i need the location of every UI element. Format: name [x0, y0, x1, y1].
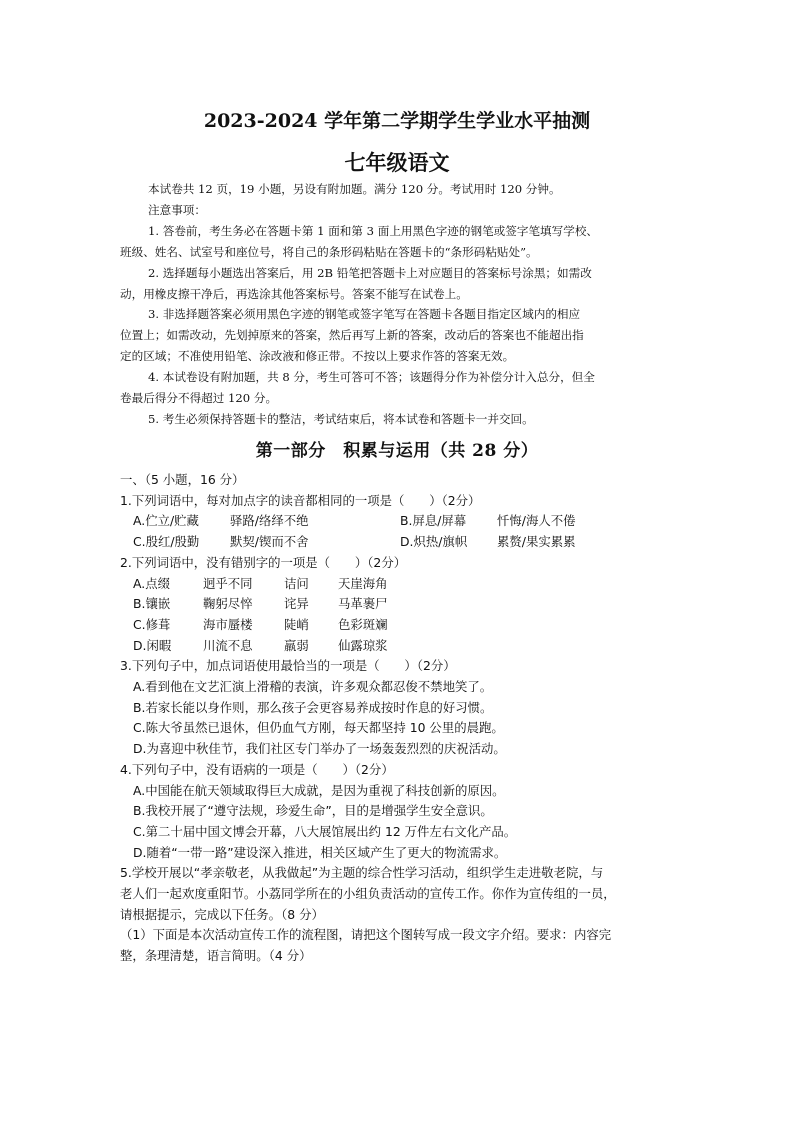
question-3-option-d: D.为喜迎中秋佳节，我们社区专门举办了一场轰轰烈烈的庆祝活动。: [133, 741, 506, 757]
option-d: D.炽热/旗帜: [400, 534, 468, 550]
question-5-stem-line: 请根据提示，完成以下任务。（8 分）: [120, 906, 324, 922]
question-3-stem: 3.下列句子中，加点词语使用最恰当的一项是（ ）（2分）: [120, 658, 456, 674]
note-line: 班级、姓名、试室号和座位号，将自己的条形码粘贴在答题卡的“条形码粘贴处”。: [120, 244, 538, 259]
option-word: 陡峭: [284, 616, 309, 632]
note-line: 定的区域；不准使用铅笔、涂改液和修正带。不按以上要求作答的答案无效。: [120, 349, 515, 364]
note-line: 卷最后得分不得超过 120 分。: [120, 391, 278, 406]
question-2-option-c: [120, 615, 680, 636]
question-3-option-c: C.陈大爷虽然已退休，但仍血气方刚，每天都坚持 10 公里的晨跑。: [133, 720, 504, 736]
option-word: 诧异: [284, 596, 309, 612]
question-4-stem: 4.下列句子中，没有语病的一项是（ ）（2分）: [120, 761, 394, 777]
question-2-stem: 2.下列词语中，没有错别字的一项是（ ）（2分）: [120, 554, 407, 570]
option-d-word: 累赘/果实累累: [497, 534, 576, 550]
option-word: 海市蜃楼: [203, 616, 253, 632]
question-2-option-b: [120, 594, 680, 615]
option-word: 川流不息: [203, 637, 253, 653]
option-label: B.镶嵌: [133, 596, 171, 612]
option-label: A.点缀: [133, 575, 170, 591]
question-5-task-line: （1）下面是本次活动宣传工作的流程图，请把这个图转写成一段文字介绍。要求：内容完: [120, 927, 612, 943]
note-line: 4. 本试卷设有附加题，共 8 分，考生可答可不答；该题得分作为补偿分计入总分，但全: [148, 370, 595, 385]
option-c: C.殷红/殷勤: [133, 534, 200, 550]
question-4-option-d: D.随着“一带一路”建设深入推进，相关区域产生了更大的物流需求。: [133, 844, 507, 860]
section-title: 第一部分 积累与运用（共 28 分）: [255, 441, 539, 461]
option-word: 诘问: [284, 575, 309, 591]
question-3-option-a: A.看到他在文艺汇演上滑稽的表演，许多观众都忍俊不禁地笑了。: [133, 679, 493, 695]
exam-subtitle: 七年级语文: [344, 150, 450, 175]
question-3-option-b: B.若家长能以身作则，那么孩子会更容易养成按时作息的好习惯。: [133, 699, 493, 715]
question-4-option-c: C.第二十届中国文博会开幕，八大展馆展出约 12 万件左右文化产品。: [133, 823, 517, 839]
option-label: C.修葺: [133, 616, 171, 632]
note-line: 5. 考生必须保持答题卡的整洁，考试结束后，将本试卷和答题卡一并交回。: [148, 411, 534, 426]
option-b: B.屏息/屏幕: [400, 513, 467, 529]
option-word: 马革裹尸: [338, 596, 388, 612]
option-word: 羸弱: [284, 637, 309, 653]
note-line: 3. 非选择题答案必须用黑色字迹的钢笔或签字笔写在答题卡各题目指定区域内的相应: [148, 307, 581, 322]
question-4-option-a: A.中国能在航天领域取得巨大成就，是因为重视了科技创新的原因。: [133, 782, 505, 798]
exam-intro: 本试卷共 12 页，19 小题，另设有附加题。满分 120 分。考试用时 120 分钟。: [148, 182, 561, 196]
option-a: A.伫立/贮藏: [133, 513, 199, 529]
exam-title: 2023-2024 学年第二学期学生学业水平抽测: [203, 110, 591, 132]
question-2-option-d: [120, 636, 680, 657]
option-word: 鞠躬尽悴: [203, 596, 253, 612]
question-4-option-b: B.我校开展了“遵守法规，珍爱生命”，目的是增强学生安全意识。: [133, 803, 493, 819]
question-2-option-a: [120, 574, 680, 595]
option-word: 色彩斑斓: [338, 616, 388, 632]
question-1-option-row: [120, 532, 680, 553]
option-word: 迥乎不同: [203, 575, 253, 591]
question-5-stem-line: 老人们一起欢度重阳节。小荔同学所在的小组负责活动的宣传工作。你作为宣传组的一员，: [120, 886, 616, 902]
note-line: 动，用橡皮擦干净后，再选涂其他答案标号。答案不能写在试卷上。: [120, 286, 468, 301]
question-block: [120, 470, 680, 967]
option-word: 天崖海角: [338, 575, 388, 591]
question-5-task-line: 整，条理清楚，语言简明。（4 分）: [120, 948, 312, 964]
note-line: 1. 答卷前，考生务必在答题卡第 1 面和第 3 面上用黑色字迹的钢笔或签字笔填写学校、: [148, 223, 599, 238]
option-word: 仙露琼浆: [338, 637, 388, 653]
note-line: 2. 选择题每小题选出答案后，用 2B 铅笔把答题卡上对应题目的答案标号涂黑；如需改: [148, 265, 592, 280]
notes-title: 注意事项：: [148, 202, 206, 217]
question-5-stem-line: 5.学校开展以“孝亲敬老，从我做起”为主题的综合性学习活动，组织学生走进敬老院，与: [120, 865, 604, 881]
option-c-word: 默契/锲而不舍: [230, 534, 309, 550]
part-header: 一、（5 小题，16 分）: [120, 472, 245, 487]
question-1-option-row: [120, 511, 680, 532]
note-line: 位置上；如需改动，先划掉原来的答案，然后再写上新的答案，改动后的答案也不能超出指: [120, 328, 584, 343]
option-a-word: 驿路/络绎不绝: [230, 513, 309, 529]
exam-instructions: [120, 179, 676, 430]
option-b-word: 忏悔/海人不倦: [497, 513, 576, 529]
option-label: D.闲暇: [133, 637, 172, 653]
question-1-stem: 1.下列词语中，每对加点字的读音都相同的一项是（ ）（2分）: [120, 492, 481, 508]
